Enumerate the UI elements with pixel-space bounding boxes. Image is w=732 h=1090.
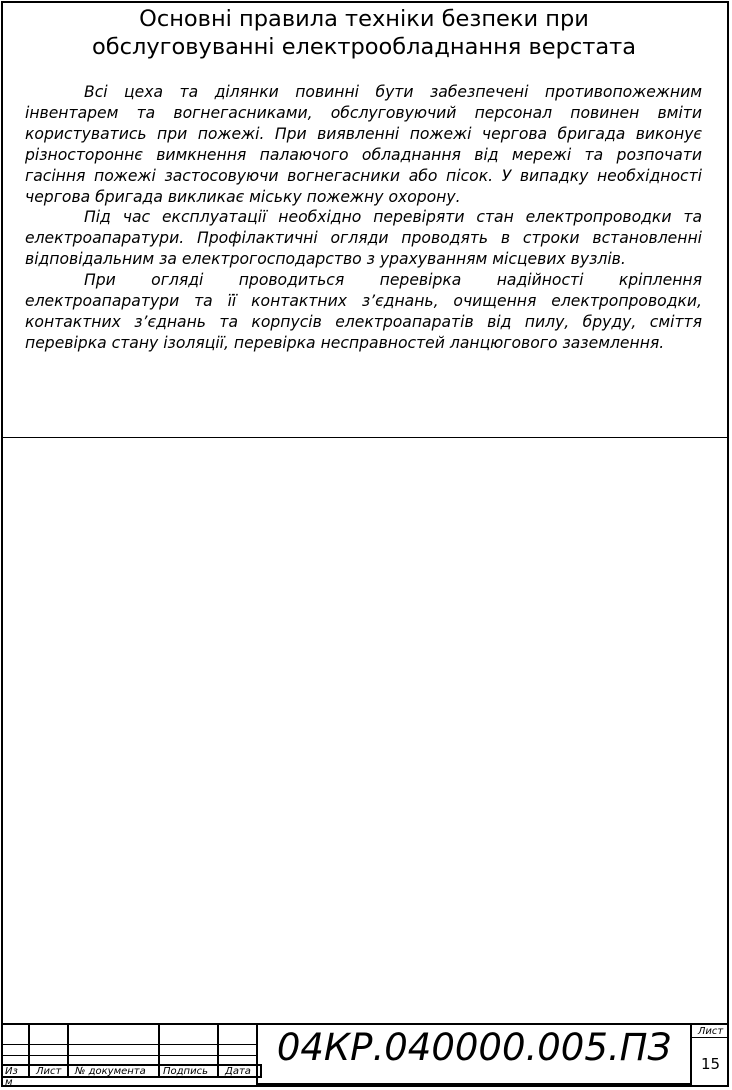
- label-izm: Из м: [5, 1066, 18, 1088]
- stamp-col-line: [217, 1023, 219, 1077]
- paragraph-3: При огляді проводиться перевірка надійності кріплення електроапаратури та її контактних з’єднань, очищення електропроводки, контактних з’єднань та корпусів електроапаратів від пилу, бруду, сміття перевірка стану ізоляції, перевірка несправностей ланцюгового заземлення.: [25, 271, 702, 352]
- stamp-col-line: [28, 1023, 30, 1077]
- stamp-row-line: [3, 1055, 258, 1056]
- stamp-row-line: [3, 1044, 258, 1045]
- label-signature: Подпись: [163, 1066, 208, 1077]
- body-text: [25, 82, 702, 354]
- label-doc-number: № документа: [75, 1066, 146, 1077]
- title-line-1: Основні правила техніки безпеки при: [139, 6, 589, 32]
- label-list: Лист: [36, 1066, 62, 1077]
- paragraph-1: Всі цеха та ділянки повинні бути забезпечені противопожежним інвентарем та вогнегасниками, обслуговуючий персонал повинен вміти користуватись при пожежі. При виявленні пожежі чергова бригада виконує різностороннє вимкнення палаючого обладнання від мережі та розпочати гасіння пожежі застосовуючи вогнегасники або пісок. У випадку необхідності чергова бригада викликає міську пожежну охорону.: [25, 83, 702, 206]
- stamp-code-bottom: [257, 1083, 691, 1085]
- label-date: Дата: [225, 1066, 251, 1077]
- document-code: 04КР.040000.005.ПЗ: [276, 1026, 672, 1069]
- sheet-label: Лист: [697, 1026, 724, 1037]
- section-divider: [3, 437, 728, 438]
- title-line-2: обслуговуванні електрообладнання верстата: [91, 34, 637, 60]
- paragraph-2: Під час експлуатації необхідно перевіряти стан електропроводки та електроапаратури. Профілактичні огляди проводять в строки встановленні відповідальним за електрогосподарство з урахуванням місцевих вузлів.: [25, 208, 702, 269]
- stamp-col-line: [67, 1023, 69, 1077]
- sheet-number: 15: [700, 1055, 721, 1073]
- stamp-col-line: [158, 1023, 160, 1077]
- page-title: [3, 5, 725, 61]
